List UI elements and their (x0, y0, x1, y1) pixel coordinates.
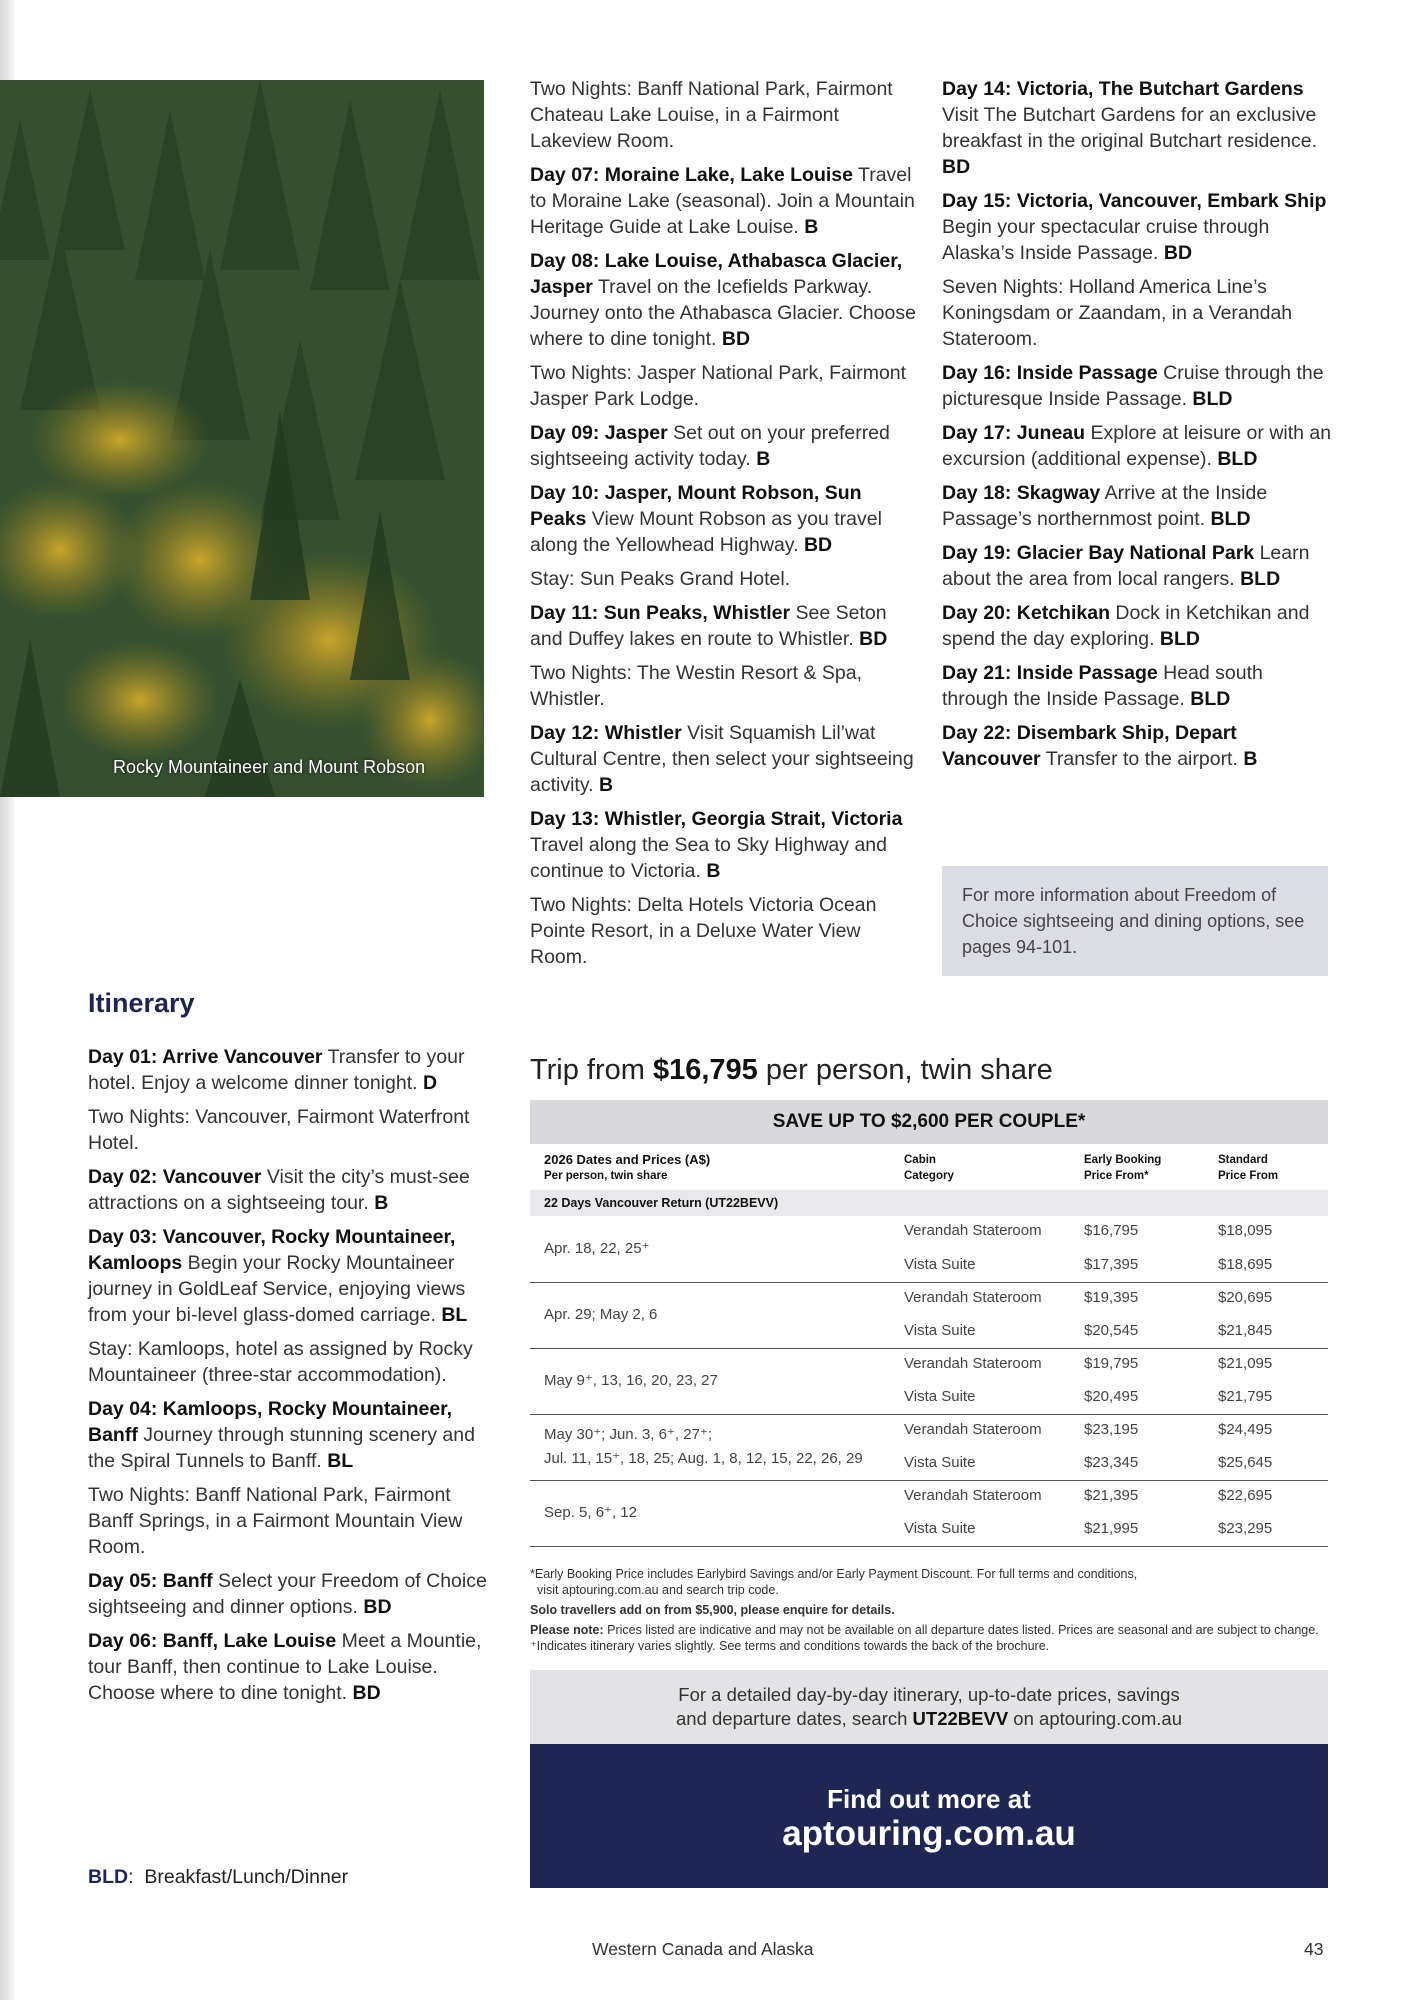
early-booking-price: $19,795 (1084, 1354, 1139, 1372)
day-meals: BD (803, 534, 833, 556)
day-description: Select your Freedom of Choice sightseeing and dinner options. (88, 1570, 487, 1618)
accommodation-note: Two Nights: The Westin Resort & Spa, Whistler. (530, 662, 863, 710)
dates-line-2: Jul. 11, 15⁺, 18, 25; Aug. 1, 8, 12, 15, 22, 26, 29 (544, 1450, 863, 1467)
standard-price: $18,095 (1218, 1222, 1273, 1239)
day-description: Dock in Ketchikan and spend the day exploring. (942, 602, 1310, 650)
early-booking-price: $20,545 (1070, 1315, 1204, 1348)
trip-price-headline (530, 1054, 1053, 1087)
itinerary-day (88, 1628, 488, 1706)
hero-photo (0, 80, 484, 797)
day-meals: B (374, 1192, 389, 1214)
cabin-category: Verandah Stateroom (904, 1420, 1042, 1438)
standard-price: $20,695 (1218, 1288, 1273, 1306)
day-description: Arrive at the Inside Passage’s northernmost point. (942, 482, 1268, 530)
itinerary-day (88, 1164, 488, 1216)
detail-line-1: For a detailed day-by-day itinerary, up-to-date prices, savings (678, 1684, 1180, 1705)
day-meals: BLD (1240, 568, 1281, 590)
day-meals: BD (1163, 242, 1193, 264)
accommodation-note: Two Nights: Banff National Park, Fairmont Chateau Lake Louise, in a Fairmont Lakeview Room. (530, 78, 893, 152)
header-standard: Standard (1218, 1154, 1268, 1166)
accommodation-note: Seven Nights: Holland America Line’s Koningsdam or Zaandam, in a Verandah Stateroom. (942, 276, 1293, 350)
day-description: Travel along the Sea to Sky Highway and continue to Victoria. (530, 834, 887, 882)
day-title: Day 08: Lake Louise, Athabasca Glacier, Jasper (530, 250, 903, 298)
freedom-of-choice-info: For more information about Freedom of Choice sightseeing and dining options, see pages 94-101. (942, 866, 1328, 976)
detail-info-box (530, 1670, 1328, 1744)
cabin-category: Verandah Stateroom (904, 1486, 1042, 1504)
dates-line: May 9⁺, 13, 16, 20, 23, 27 (544, 1372, 718, 1389)
day-title: Day 03: Vancouver, Rocky Mountaineer, Kamloops (88, 1226, 456, 1274)
footnote-solo: Solo travellers add on from $5,900, please enquire for details. (530, 1603, 895, 1617)
standard-price: $18,695 (1204, 1249, 1328, 1282)
day-description: Meet a Mountie, tour Banff, then continue to Lake Louise. Choose where to dine tonight. (88, 1630, 482, 1704)
price-row (530, 1480, 1328, 1513)
trip-code: 22 Days Vancouver Return (UT22BEVV) (530, 1190, 1328, 1216)
day-meals: BL (441, 1304, 468, 1326)
accommodation-note: Two Nights: Vancouver, Fairmont Waterfront Hotel. (88, 1106, 470, 1154)
dates-line: May 30⁺; Jun. 3, 6⁺, 27⁺; (544, 1426, 713, 1443)
day-description: Transfer to the airport. (1040, 748, 1244, 770)
day-meals: BLD (1217, 448, 1258, 470)
photo-caption: Rocky Mountaineer and Mount Robson (113, 757, 426, 777)
day-meals: B (706, 860, 721, 882)
day-title: Day 12: Whistler (530, 722, 682, 744)
day-meals: B (756, 448, 771, 470)
itinerary-day (942, 188, 1332, 266)
day-meals: B (804, 216, 819, 238)
early-booking-price: $17,395 (1070, 1249, 1204, 1282)
itinerary-day (530, 600, 920, 652)
day-meals: BD (942, 156, 971, 178)
trip-price: $16,795 (652, 1054, 758, 1086)
dates-line: Sep. 5, 6⁺, 12 (544, 1504, 637, 1521)
itinerary-day (530, 420, 920, 472)
accommodation-note: Stay: Sun Peaks Grand Hotel. (530, 568, 791, 590)
footnote-early-booking: *Early Booking Price includes Earlybird Savings and/or Early Payment Discount. For full terms and conditions, (530, 1567, 1138, 1581)
find-out-more-banner[interactable] (530, 1744, 1328, 1888)
standard-price: $25,645 (1204, 1447, 1328, 1480)
day-title: Day 14: Victoria, The Butchart Gardens (942, 78, 1304, 100)
day-title: Day 02: Vancouver (88, 1166, 262, 1188)
itinerary-day (942, 76, 1332, 180)
day-description: Transfer to your hotel. Enjoy a welcome dinner tonight. (88, 1046, 465, 1094)
itinerary-heading: Itinerary (88, 988, 195, 1018)
find-out-more-label: Find out more at (827, 1784, 1031, 1814)
standard-price: $21,795 (1204, 1381, 1328, 1414)
cabin-category: Vista Suite (890, 1513, 1070, 1546)
accommodation-note: Stay: Kamloops, hotel as assigned by Rocky Mountaineer (three-star accommodation). (88, 1338, 473, 1386)
header-cabin-sub: Category (904, 1170, 954, 1182)
day-meals: BD (859, 628, 888, 650)
day-description: Learn about the area from local rangers. (942, 542, 1310, 590)
day-title: Day 21: Inside Passage (942, 662, 1158, 684)
day-title: Day 07: Moraine Lake, Lake Louise (530, 164, 853, 186)
early-booking-price: $16,795 (1084, 1222, 1139, 1239)
day-description: Begin your spectacular cruise through Alaska’s Inside Passage. (942, 216, 1270, 264)
day-title: Day 05: Banff (88, 1570, 213, 1592)
early-booking-price: $21,395 (1084, 1486, 1139, 1504)
day-title: Day 01: Arrive Vancouver (88, 1046, 323, 1068)
standard-price: $22,695 (1218, 1486, 1273, 1504)
day-title: Day 11: Sun Peaks, Whistler (530, 602, 791, 624)
day-description: Travel to Moraine Lake (seasonal). Join a Mountain Heritage Guide at Lake Louise. (530, 164, 915, 238)
day-description: Visit Squamish Lil’wat Cultural Centre, then select your sightseeing activity. (530, 722, 914, 796)
itinerary-day (942, 540, 1332, 592)
day-description: Visit the city’s must-see attractions on a sightseeing tour. (88, 1166, 470, 1214)
day-title: Day 20: Ketchikan (942, 602, 1110, 624)
departure-dates (530, 1216, 890, 1282)
price-row (530, 1348, 1328, 1381)
itinerary-day (942, 720, 1332, 772)
day-description: Set out on your preferred sightseeing activity today. (530, 422, 890, 470)
accommodation-note: Two Nights: Banff National Park, Fairmont Banff Springs, in a Fairmont Mountain View Room. (88, 1484, 463, 1558)
cabin-category: Vista Suite (890, 1381, 1070, 1414)
footnote-note: Prices listed are indicative and may not be available on all departure dates listed. Prices are seasonal and are subject to change. ⁺Indicates itinerary varies slightly. See terms and conditions towards the back of the brochure. (530, 1623, 1319, 1653)
day-title: Day 10: Jasper, Mount Robson, Sun Peaks (530, 482, 862, 530)
price-table (530, 1146, 1328, 1547)
day-title: Day 16: Inside Passage (942, 362, 1158, 384)
website-link[interactable]: aptouring.com.au (782, 1814, 1076, 1853)
early-booking-price: $19,395 (1084, 1288, 1139, 1306)
itinerary-day (530, 480, 920, 558)
itinerary-day (942, 660, 1332, 712)
early-booking-price: $23,195 (1084, 1420, 1139, 1438)
itinerary-day (530, 720, 920, 798)
save-banner: SAVE UP TO $2,600 PER COUPLE* (530, 1100, 1328, 1144)
price-table-header (530, 1146, 1328, 1190)
day-title: Day 06: Banff, Lake Louise (88, 1630, 337, 1652)
trip-suffix: per person, twin share (757, 1054, 1053, 1086)
itinerary-day (530, 806, 920, 884)
page-number: 43 (1304, 1939, 1324, 1959)
accommodation-note: Two Nights: Jasper National Park, Fairmont Jasper Park Lodge. (530, 362, 907, 410)
itinerary-day (530, 248, 920, 352)
day-description: View Mount Robson as you travel along the Yellowhead Highway. (530, 508, 882, 556)
detail-line-2b: on aptouring.com.au (1008, 1708, 1182, 1729)
departure-dates (530, 1480, 890, 1546)
day-meals: BD (352, 1682, 381, 1704)
day-meals: BD (363, 1596, 392, 1618)
day-title: Day 17: Juneau (942, 422, 1086, 444)
standard-price: $24,495 (1218, 1420, 1273, 1438)
price-row (530, 1414, 1328, 1447)
day-meals: BL (327, 1450, 354, 1472)
cabin-category: Vista Suite (890, 1447, 1070, 1480)
day-title: Day 04: Kamloops, Rocky Mountaineer, Banff (88, 1398, 453, 1446)
footnote-note-label: Please note: (530, 1623, 604, 1637)
day-title: Day 22: Disembark Ship, Depart Vancouver (942, 722, 1237, 770)
detail-trip-code: UT22BEVV (912, 1708, 1009, 1729)
price-row (530, 1282, 1328, 1315)
itinerary-day (942, 360, 1332, 412)
meal-legend: BLD: Breakfast/Lunch/Dinner (88, 1866, 349, 1888)
day-description: Explore at leisure or with an excursion (additional expense). (942, 422, 1332, 470)
day-title: Day 13: Whistler, Georgia Strait, Victoria (530, 808, 903, 830)
day-description: Journey through stunning scenery and the Spiral Tunnels to Banff. (88, 1424, 475, 1472)
standard-price: $21,095 (1218, 1354, 1273, 1372)
itinerary-day (88, 1224, 488, 1328)
header-dates: 2026 Dates and Prices (A$) (544, 1152, 711, 1167)
header-dates-sub: Per person, twin share (544, 1170, 668, 1182)
meal-legend-key: BLD (88, 1866, 129, 1888)
day-description: Travel on the Icefields Parkway. Journey onto the Athabasca Glacier. Choose where to dine tonight. (530, 276, 916, 350)
day-description: Cruise through the picturesque Inside Passage. (942, 362, 1324, 410)
day-meals: BLD (1159, 628, 1200, 650)
price-row (530, 1216, 1328, 1249)
departure-dates (530, 1282, 890, 1348)
day-meals: BD (721, 328, 751, 350)
cabin-category: Verandah Stateroom (904, 1288, 1042, 1306)
standard-price: $21,845 (1204, 1315, 1328, 1348)
departure-dates (530, 1348, 890, 1414)
itinerary-day (942, 600, 1332, 652)
day-title: Day 19: Glacier Bay National Park (942, 542, 1255, 564)
day-meals: BLD (1190, 688, 1231, 710)
early-booking-price: $21,995 (1070, 1513, 1204, 1546)
dates-line: Apr. 18, 22, 25⁺ (544, 1239, 650, 1257)
day-meals: BLD (1210, 508, 1251, 530)
itinerary-column-3 (942, 76, 1332, 780)
day-title: Day 18: Skagway (942, 482, 1101, 504)
header-standard-sub: Price From (1218, 1170, 1279, 1182)
day-description: Head south through the Inside Passage. (942, 662, 1263, 710)
cabin-category: Vista Suite (890, 1249, 1070, 1282)
departure-dates (530, 1414, 890, 1480)
day-meals: B (1243, 748, 1258, 770)
itinerary-day (88, 1396, 488, 1474)
day-description: See Seton and Duffey lakes en route to Whistler. (530, 602, 887, 650)
itinerary-day (530, 162, 920, 240)
day-meals: BLD (1192, 388, 1233, 410)
itinerary-day (88, 1044, 488, 1096)
day-title: Day 15: Victoria, Vancouver, Embark Ship (942, 190, 1327, 212)
standard-price: $23,295 (1204, 1513, 1328, 1546)
dates-line: Apr. 29; May 2, 6 (544, 1306, 658, 1323)
header-early: Early Booking (1084, 1154, 1162, 1166)
day-meals: B (598, 774, 614, 796)
day-description: Visit The Butchart Gardens for an exclusive breakfast in the original Butchart residence. (942, 104, 1318, 152)
footnote-early-booking-2: visit aptouring.com.au and search trip code. (537, 1583, 779, 1597)
early-booking-price: $20,495 (1070, 1381, 1204, 1414)
day-description: Begin your Rocky Mountaineer journey in GoldLeaf Service, enjoying views from your bi-level glass-domed carriage. (88, 1252, 466, 1326)
cabin-category: Verandah Stateroom (904, 1222, 1042, 1239)
cabin-category: Vista Suite (890, 1315, 1070, 1348)
trip-code-row (530, 1190, 1328, 1216)
header-cabin: Cabin (904, 1154, 936, 1166)
itinerary-column-1 (88, 1044, 488, 1714)
detail-line-2a: and departure dates, search (676, 1708, 913, 1729)
cabin-category: Verandah Stateroom (904, 1354, 1042, 1372)
header-early-sub: Price From* (1084, 1170, 1149, 1182)
trip-prefix: Trip from (530, 1054, 653, 1086)
day-meals: D (422, 1072, 438, 1094)
itinerary-day (88, 1568, 488, 1620)
early-booking-price: $23,345 (1070, 1447, 1204, 1480)
itinerary-day (942, 480, 1332, 532)
itinerary-column-2 (530, 76, 920, 978)
footnotes (530, 1566, 1330, 1658)
itinerary-day (942, 420, 1332, 472)
day-title: Day 09: Jasper (530, 422, 668, 444)
meal-legend-value: Breakfast/Lunch/Dinner (144, 1866, 349, 1888)
accommodation-note: Two Nights: Delta Hotels Victoria Ocean Pointe Resort, in a Deluxe Water View Room. (530, 894, 877, 968)
footer-section-title: Western Canada and Alaska (592, 1939, 814, 1959)
